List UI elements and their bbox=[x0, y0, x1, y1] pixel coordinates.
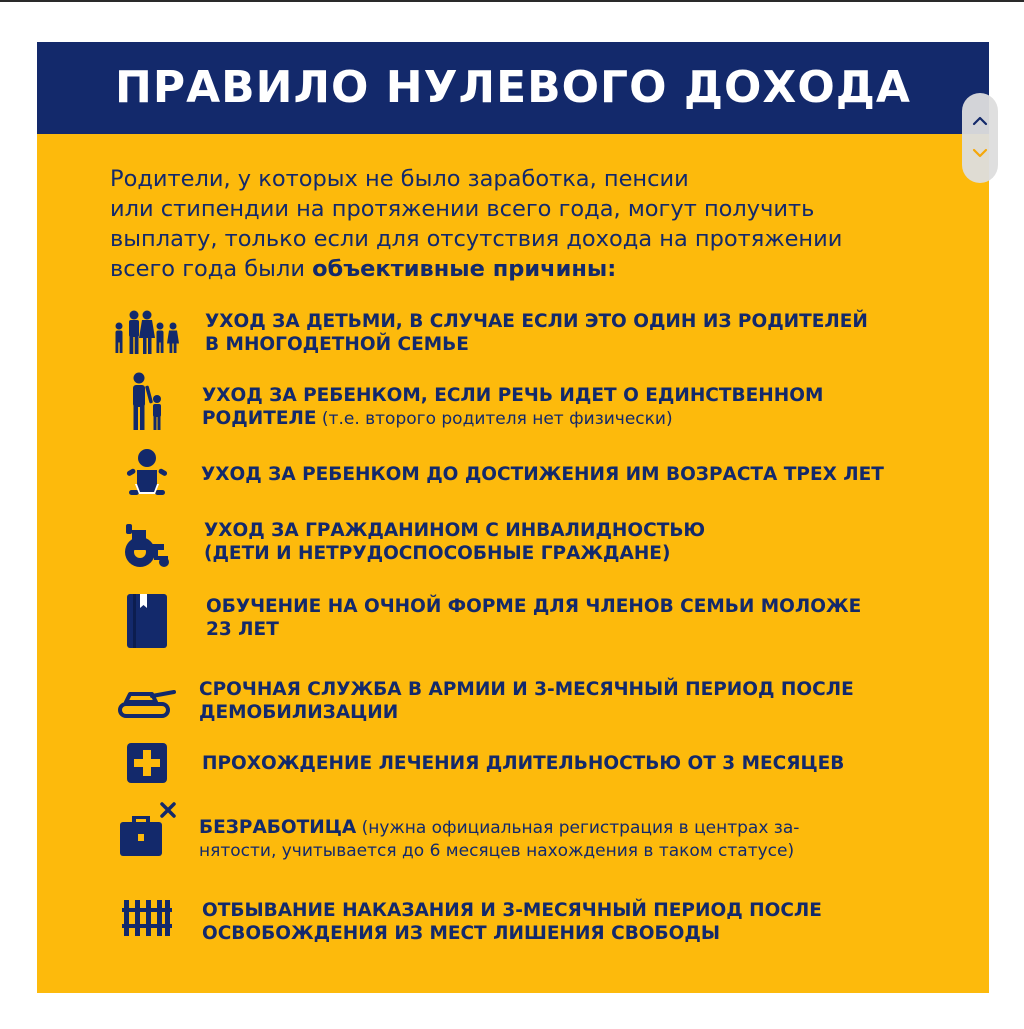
header-banner bbox=[37, 42, 989, 134]
reason-line-1: УХОД ЗА РЕБЕНКОМ, ЕСЛИ РЕЧЬ ИДЕТ О ЕДИНСТВЕННОМ bbox=[202, 385, 824, 406]
reason-text bbox=[199, 816, 919, 863]
infographic-card bbox=[37, 42, 989, 993]
reason-note: (нужна официальная регистрация в центрах за- bbox=[356, 818, 800, 838]
reason-text bbox=[201, 463, 921, 486]
intro-line-4 bbox=[110, 254, 930, 284]
intro-line-1: Родители, у которых не было заработка, пенсии bbox=[110, 166, 689, 192]
reason-line-1: ПРОХОЖДЕНИЕ ЛЕЧЕНИЯ ДЛИТЕЛЬНОСТЬЮ ОТ 3 МЕСЯЦЕВ bbox=[202, 753, 845, 774]
book-icon bbox=[107, 592, 187, 650]
reason-text bbox=[202, 899, 922, 945]
reason-line-2: ДЕМОБИЛИЗАЦИИ bbox=[199, 702, 399, 723]
reason-text bbox=[206, 595, 926, 641]
single-parent-icon bbox=[107, 372, 187, 432]
family-icon bbox=[107, 310, 187, 354]
reason-line-2: нятости, учитывается до 6 месяцев нахождения в таком статусе) bbox=[199, 841, 795, 861]
chevron-down-icon[interactable] bbox=[972, 145, 988, 161]
reason-line-1: УХОД ЗА РЕБЕНКОМ ДО ДОСТИЖЕНИЯ ИМ ВОЗРАСТА ТРЕХ ЛЕТ bbox=[201, 464, 884, 485]
reason-line-2: В МНОГОДЕТНОЙ СЕМЬЕ bbox=[205, 334, 469, 355]
intro-paragraph bbox=[110, 164, 930, 284]
reason-text bbox=[204, 519, 924, 565]
reason-line-1: УХОД ЗА ГРАЖДАНИНОМ С ИНВАЛИДНОСТЬЮ bbox=[204, 520, 706, 541]
page-title: ПРАВИЛО НУЛЕВОГО ДОХОДА bbox=[115, 62, 911, 113]
reason-emphasis: РОДИТЕЛЕ bbox=[202, 408, 317, 429]
reason-line-2: 23 ЛЕТ bbox=[206, 619, 279, 640]
reason-line-2 bbox=[202, 407, 922, 431]
reason-emphasis: БЕЗРАБОТИЦА bbox=[199, 817, 357, 838]
reason-text bbox=[202, 384, 922, 431]
scroll-navigation bbox=[962, 93, 998, 183]
reason-note: (т.е. второго родителя нет физически) bbox=[316, 409, 673, 429]
reason-line-2: (ДЕТИ И НЕТРУДОСПОСОБНЫЕ ГРАЖДАНЕ) bbox=[204, 543, 671, 564]
briefcase-x-icon bbox=[107, 800, 187, 860]
reason-text bbox=[205, 310, 925, 356]
tank-icon bbox=[107, 680, 187, 720]
medical-cross-icon bbox=[107, 742, 187, 784]
chevron-up-icon[interactable] bbox=[972, 113, 988, 129]
prison-bars-icon bbox=[107, 898, 187, 938]
reason-line-2: ОСВОБОЖДЕНИЯ ИЗ МЕСТ ЛИШЕНИЯ СВОБОДЫ bbox=[202, 923, 720, 944]
intro-line-2: или стипендии на протяжении всего года, могут получить bbox=[110, 196, 815, 222]
wheelchair-icon bbox=[107, 520, 187, 570]
intro-line-3: выплату, только если для отсутствия дохода на протяжении bbox=[110, 226, 843, 252]
reason-text bbox=[202, 752, 922, 775]
top-border bbox=[0, 0, 1024, 2]
reason-line-1 bbox=[199, 816, 919, 840]
intro-emphasis: объективные причины: bbox=[312, 256, 617, 282]
baby-icon bbox=[107, 448, 187, 502]
intro-line-4-prefix: всего года были bbox=[110, 256, 313, 282]
reason-line-1: СРОЧНАЯ СЛУЖБА В АРМИИ И 3-МЕСЯЧНЫЙ ПЕРИОД ПОСЛЕ bbox=[199, 679, 854, 700]
reason-line-1: ОБУЧЕНИЕ НА ОЧНОЙ ФОРМЕ ДЛЯ ЧЛЕНОВ СЕМЬИ МОЛОЖЕ bbox=[206, 596, 862, 617]
reason-line-1: ОТБЫВАНИЕ НАКАЗАНИЯ И 3-МЕСЯЧНЫЙ ПЕРИОД ПОСЛЕ bbox=[202, 900, 822, 921]
reason-text bbox=[199, 678, 919, 724]
reason-line-1: УХОД ЗА ДЕТЬМИ, В СЛУЧАЕ ЕСЛИ ЭТО ОДИН ИЗ РОДИТЕЛЕЙ bbox=[205, 311, 868, 332]
